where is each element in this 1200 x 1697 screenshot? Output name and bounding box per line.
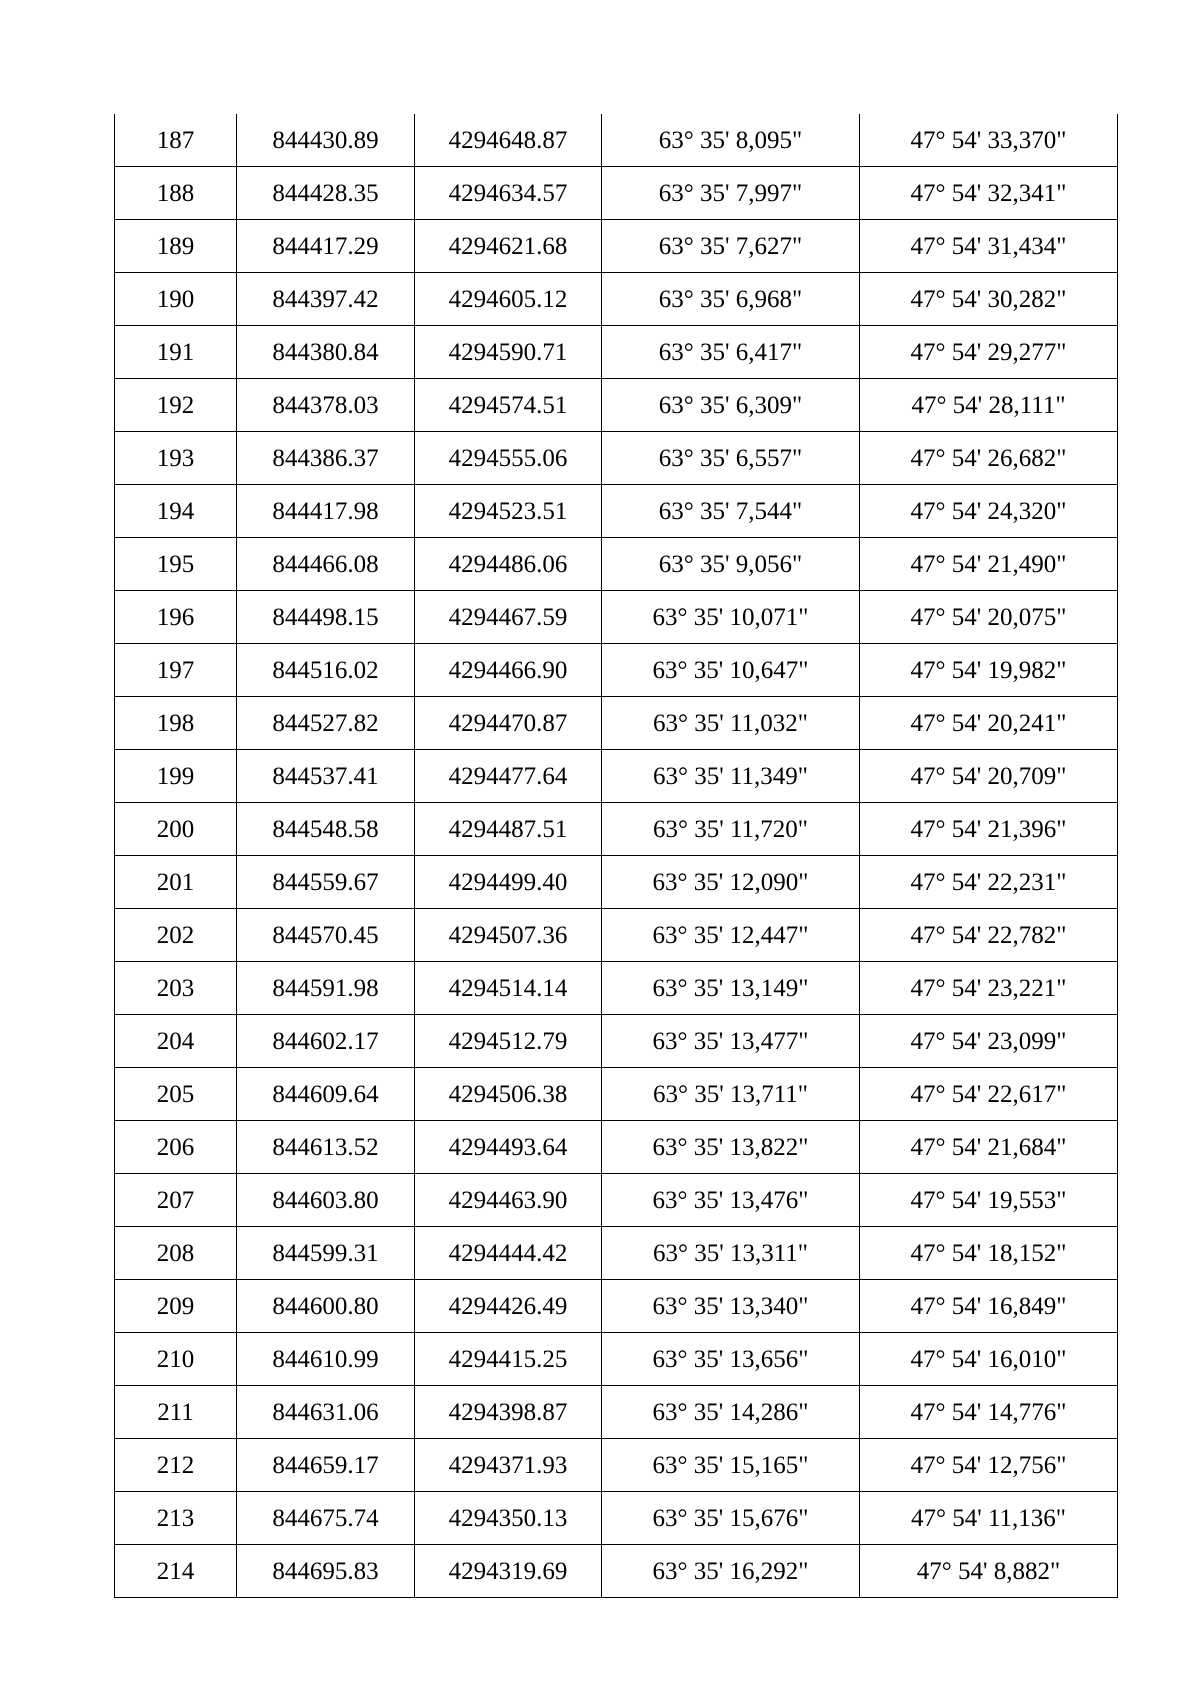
x-coordinate-cell: 844548.58 [237,803,415,856]
longitude-cell: 63° 35' 10,647" [602,644,860,697]
x-coordinate-cell: 844599.31 [237,1227,415,1280]
x-coordinate-cell: 844417.29 [237,220,415,273]
longitude-cell: 63° 35' 10,071" [602,591,860,644]
table-row [115,644,1118,697]
y-coordinate-cell: 4294621.68 [415,220,602,273]
x-coordinate-cell: 844527.82 [237,697,415,750]
y-coordinate-cell: 4294514.14 [415,962,602,1015]
point-number-cell: 198 [115,697,237,750]
longitude-cell: 63° 35' 16,292" [602,1545,860,1598]
x-coordinate-cell: 844609.64 [237,1068,415,1121]
point-number-cell: 199 [115,750,237,803]
point-number-cell: 197 [115,644,237,697]
x-coordinate-cell: 844659.17 [237,1439,415,1492]
point-number-cell: 191 [115,326,237,379]
table-row [115,1174,1118,1227]
latitude-cell: 47° 54' 22,231" [860,856,1118,909]
longitude-cell: 63° 35' 13,477" [602,1015,860,1068]
longitude-cell: 63° 35' 11,349" [602,750,860,803]
y-coordinate-cell: 4294415.25 [415,1333,602,1386]
x-coordinate-cell: 844378.03 [237,379,415,432]
longitude-cell: 63° 35' 13,311" [602,1227,860,1280]
point-number-cell: 214 [115,1545,237,1598]
point-number-cell: 190 [115,273,237,326]
x-coordinate-cell: 844613.52 [237,1121,415,1174]
table-row [115,432,1118,485]
longitude-cell: 63° 35' 12,447" [602,909,860,962]
x-coordinate-cell: 844516.02 [237,644,415,697]
latitude-cell: 47° 54' 12,756" [860,1439,1118,1492]
x-coordinate-cell: 844466.08 [237,538,415,591]
table-row [115,1545,1118,1598]
point-number-cell: 193 [115,432,237,485]
point-number-cell: 203 [115,962,237,1015]
latitude-cell: 47° 54' 20,075" [860,591,1118,644]
y-coordinate-cell: 4294648.87 [415,114,602,167]
table-row [115,1227,1118,1280]
y-coordinate-cell: 4294590.71 [415,326,602,379]
table-row [115,803,1118,856]
y-coordinate-cell: 4294499.40 [415,856,602,909]
longitude-cell: 63° 35' 6,309" [602,379,860,432]
table-row [115,1068,1118,1121]
latitude-cell: 47° 54' 19,982" [860,644,1118,697]
table-row [115,962,1118,1015]
x-coordinate-cell: 844498.15 [237,591,415,644]
point-number-cell: 195 [115,538,237,591]
point-number-cell: 194 [115,485,237,538]
x-coordinate-cell: 844380.84 [237,326,415,379]
point-number-cell: 201 [115,856,237,909]
latitude-cell: 47° 54' 31,434" [860,220,1118,273]
longitude-cell: 63° 35' 7,997" [602,167,860,220]
table-row [115,326,1118,379]
table-row [115,379,1118,432]
table-row [115,1280,1118,1333]
latitude-cell: 47° 54' 18,152" [860,1227,1118,1280]
x-coordinate-cell: 844695.83 [237,1545,415,1598]
y-coordinate-cell: 4294555.06 [415,432,602,485]
point-number-cell: 211 [115,1386,237,1439]
point-number-cell: 213 [115,1492,237,1545]
longitude-cell: 63° 35' 13,711" [602,1068,860,1121]
latitude-cell: 47° 54' 23,099" [860,1015,1118,1068]
point-number-cell: 187 [115,114,237,167]
longitude-cell: 63° 35' 7,544" [602,485,860,538]
x-coordinate-cell: 844591.98 [237,962,415,1015]
longitude-cell: 63° 35' 12,090" [602,856,860,909]
y-coordinate-cell: 4294634.57 [415,167,602,220]
x-coordinate-cell: 844600.80 [237,1280,415,1333]
table-row [115,273,1118,326]
y-coordinate-cell: 4294444.42 [415,1227,602,1280]
latitude-cell: 47° 54' 28,111" [860,379,1118,432]
table-row [115,114,1118,167]
y-coordinate-cell: 4294470.87 [415,697,602,750]
table-row [115,1439,1118,1492]
x-coordinate-cell: 844428.35 [237,167,415,220]
longitude-cell: 63° 35' 13,476" [602,1174,860,1227]
x-coordinate-cell: 844559.67 [237,856,415,909]
latitude-cell: 47° 54' 21,396" [860,803,1118,856]
y-coordinate-cell: 4294605.12 [415,273,602,326]
latitude-cell: 47° 54' 16,849" [860,1280,1118,1333]
longitude-cell: 63° 35' 13,340" [602,1280,860,1333]
latitude-cell: 47° 54' 20,241" [860,697,1118,750]
latitude-cell: 47° 54' 29,277" [860,326,1118,379]
longitude-cell: 63° 35' 15,676" [602,1492,860,1545]
x-coordinate-cell: 844631.06 [237,1386,415,1439]
y-coordinate-cell: 4294398.87 [415,1386,602,1439]
y-coordinate-cell: 4294477.64 [415,750,602,803]
longitude-cell: 63° 35' 6,417" [602,326,860,379]
table-row [115,697,1118,750]
latitude-cell: 47° 54' 20,709" [860,750,1118,803]
latitude-cell: 47° 54' 11,136" [860,1492,1118,1545]
longitude-cell: 63° 35' 14,286" [602,1386,860,1439]
latitude-cell: 47° 54' 19,553" [860,1174,1118,1227]
latitude-cell: 47° 54' 30,282" [860,273,1118,326]
latitude-cell: 47° 54' 16,010" [860,1333,1118,1386]
coordinates-table-body [115,114,1118,1598]
point-number-cell: 209 [115,1280,237,1333]
point-number-cell: 200 [115,803,237,856]
longitude-cell: 63° 35' 11,720" [602,803,860,856]
y-coordinate-cell: 4294574.51 [415,379,602,432]
table-row [115,909,1118,962]
longitude-cell: 63° 35' 13,149" [602,962,860,1015]
y-coordinate-cell: 4294507.36 [415,909,602,962]
table-row [115,538,1118,591]
latitude-cell: 47° 54' 23,221" [860,962,1118,1015]
latitude-cell: 47° 54' 21,684" [860,1121,1118,1174]
point-number-cell: 192 [115,379,237,432]
x-coordinate-cell: 844602.17 [237,1015,415,1068]
latitude-cell: 47° 54' 21,490" [860,538,1118,591]
latitude-cell: 47° 54' 8,882" [860,1545,1118,1598]
x-coordinate-cell: 844603.80 [237,1174,415,1227]
longitude-cell: 63° 35' 6,968" [602,273,860,326]
longitude-cell: 63° 35' 6,557" [602,432,860,485]
point-number-cell: 206 [115,1121,237,1174]
table-row [115,591,1118,644]
x-coordinate-cell: 844537.41 [237,750,415,803]
longitude-cell: 63° 35' 9,056" [602,538,860,591]
point-number-cell: 207 [115,1174,237,1227]
table-row [115,1333,1118,1386]
longitude-cell: 63° 35' 13,822" [602,1121,860,1174]
table-row [115,1386,1118,1439]
coordinates-table [114,114,1118,1598]
x-coordinate-cell: 844417.98 [237,485,415,538]
y-coordinate-cell: 4294350.13 [415,1492,602,1545]
x-coordinate-cell: 844675.74 [237,1492,415,1545]
x-coordinate-cell: 844430.89 [237,114,415,167]
y-coordinate-cell: 4294487.51 [415,803,602,856]
latitude-cell: 47° 54' 22,782" [860,909,1118,962]
y-coordinate-cell: 4294371.93 [415,1439,602,1492]
latitude-cell: 47° 54' 32,341" [860,167,1118,220]
longitude-cell: 63° 35' 8,095" [602,114,860,167]
longitude-cell: 63° 35' 7,627" [602,220,860,273]
latitude-cell: 47° 54' 33,370" [860,114,1118,167]
point-number-cell: 210 [115,1333,237,1386]
y-coordinate-cell: 4294486.06 [415,538,602,591]
table-row [115,1492,1118,1545]
point-number-cell: 204 [115,1015,237,1068]
x-coordinate-cell: 844386.37 [237,432,415,485]
table-row [115,1121,1118,1174]
table-row [115,485,1118,538]
point-number-cell: 212 [115,1439,237,1492]
table-row [115,167,1118,220]
point-number-cell: 205 [115,1068,237,1121]
latitude-cell: 47° 54' 22,617" [860,1068,1118,1121]
longitude-cell: 63° 35' 13,656" [602,1333,860,1386]
y-coordinate-cell: 4294493.64 [415,1121,602,1174]
latitude-cell: 47° 54' 26,682" [860,432,1118,485]
point-number-cell: 202 [115,909,237,962]
y-coordinate-cell: 4294467.59 [415,591,602,644]
point-number-cell: 196 [115,591,237,644]
y-coordinate-cell: 4294463.90 [415,1174,602,1227]
y-coordinate-cell: 4294319.69 [415,1545,602,1598]
table-row [115,856,1118,909]
latitude-cell: 47° 54' 24,320" [860,485,1118,538]
point-number-cell: 188 [115,167,237,220]
y-coordinate-cell: 4294523.51 [415,485,602,538]
y-coordinate-cell: 4294506.38 [415,1068,602,1121]
table-row [115,220,1118,273]
point-number-cell: 189 [115,220,237,273]
y-coordinate-cell: 4294466.90 [415,644,602,697]
table-row [115,1015,1118,1068]
longitude-cell: 63° 35' 15,165" [602,1439,860,1492]
x-coordinate-cell: 844610.99 [237,1333,415,1386]
x-coordinate-cell: 844397.42 [237,273,415,326]
longitude-cell: 63° 35' 11,032" [602,697,860,750]
x-coordinate-cell: 844570.45 [237,909,415,962]
y-coordinate-cell: 4294512.79 [415,1015,602,1068]
table-row [115,750,1118,803]
point-number-cell: 208 [115,1227,237,1280]
y-coordinate-cell: 4294426.49 [415,1280,602,1333]
latitude-cell: 47° 54' 14,776" [860,1386,1118,1439]
